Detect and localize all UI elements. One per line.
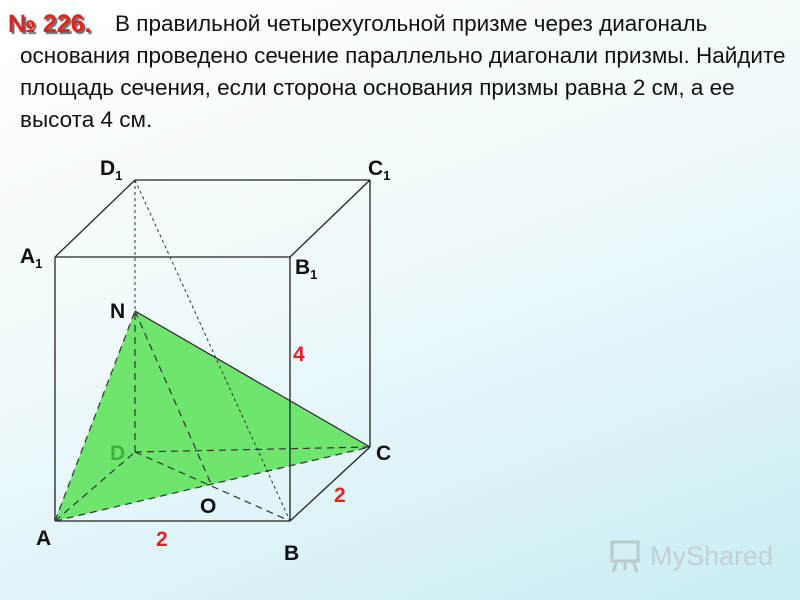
side-bc-label: 2	[334, 484, 346, 507]
height-label: 4	[293, 343, 305, 366]
vertex-label-a1: $A_1$	[20, 245, 43, 271]
vertex-label-d1: $D_1$	[100, 157, 123, 183]
vertex-label-c1: $C_1$	[368, 157, 391, 183]
vertex-label-d: D	[110, 442, 126, 465]
vertex-label-b: B	[284, 542, 300, 565]
vertex-label-b1: $B_1$	[295, 256, 318, 282]
section-triangle	[55, 311, 370, 521]
vertex-label-a: A	[36, 527, 52, 550]
presentation-board-icon	[608, 539, 642, 573]
problem-text: В правильной четырехугольной призме через диагональ основания проведено сечение параллельно диагонали призмы. Найдите площадь сечения, если сторона основания призмы равна 2 см, а ее высота 4 см.	[20, 11, 786, 132]
side-ab-label: 2	[156, 528, 168, 551]
watermark-text: MyShared	[650, 540, 774, 571]
edge-b1-c1	[290, 180, 370, 257]
problem-number: № 226.	[8, 10, 92, 38]
edge-a1-d1	[55, 180, 135, 257]
vertex-label-c: C	[376, 442, 392, 465]
watermark	[608, 536, 773, 576]
vertex-label-o: O	[200, 495, 217, 518]
vertex-label-n: N	[110, 300, 126, 323]
